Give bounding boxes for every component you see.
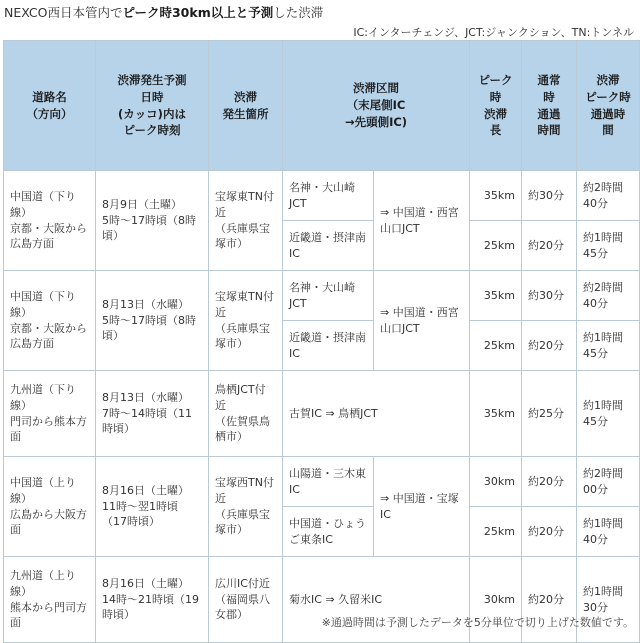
header-peak-time: 渋滞 ピーク時 通過時 間 [577,41,640,171]
peak-length-cell: 25km [470,221,522,271]
section-end-cell: ⇒ 中国道・西宮山口JCT [374,271,470,371]
table-row [4,171,640,221]
location-cell: 宝塚東TN付近 （兵庫県宝塚市） [209,271,283,371]
peak-time-cell: 約1時間45分 [577,221,640,271]
peak-length-cell: 25km [470,321,522,371]
section-cell: 菊水IC ⇒ 久留米IC [283,557,470,643]
peak-length-cell: 35km [470,271,522,321]
location-cell: 広川IC付近 （福岡県八女郡） [209,557,283,643]
normal-time-cell: 約25分 [522,371,577,457]
header-peak-length: ピーク 時 渋滞 長 [470,41,522,171]
datetime-cell: 8月16日（土曜） 11時～翌1時頃（17時頃） [96,457,209,557]
normal-time-cell: 約20分 [522,557,577,643]
section-end-cell: ⇒ 中国道・宝塚IC [374,457,470,557]
section-start-cell: 名神・大山崎JCT [283,271,374,321]
header-row [4,41,640,171]
peak-time-cell: 約1時間30分 [577,557,640,643]
title-suffix: した渋滞 [273,5,324,20]
table-row [4,371,640,457]
road-cell: 中国道（下り線） 京都・大阪から広島方面 [4,171,96,271]
peak-time-cell: 約2時間40分 [577,171,640,221]
header-location: 渋滞 発生箇所 [209,41,283,171]
peak-time-cell: 約2時間40分 [577,271,640,321]
normal-time-cell: 約30分 [522,271,577,321]
congestion-table [3,40,640,643]
header-section: 渋滞区間 （末尾側IC →先頭側IC) [283,41,470,171]
section-start-cell: 山陽道・三木東IC [283,457,374,507]
peak-time-cell: 約1時間40分 [577,507,640,557]
section-cell: 古賀IC ⇒ 鳥栖JCT [283,371,470,457]
road-cell: 中国道（上り線） 広島から大阪方面 [4,457,96,557]
peak-length-cell: 30km [470,457,522,507]
normal-time-cell: 約30分 [522,171,577,221]
peak-length-cell: 35km [470,371,522,457]
location-cell: 宝塚東TN付近 （兵庫県宝塚市） [209,171,283,271]
header-normal-time: 通常 時 通過 時間 [522,41,577,171]
section-start-cell: 名神・大山崎JCT [283,171,374,221]
peak-time-cell: 約1時間45分 [577,321,640,371]
section-start-cell: 近畿道・摂津南IC [283,221,374,271]
road-cell: 九州道（上り線） 熊本から門司方面 [4,557,96,643]
table-row [4,271,640,321]
location-cell: 宝塚西TN付近 （兵庫県宝塚市） [209,457,283,557]
peak-time-cell: 約2時間00分 [577,457,640,507]
section-end-cell: ⇒ 中国道・西宮山口JCT [374,171,470,271]
normal-time-cell: 約20分 [522,457,577,507]
normal-time-cell: 約20分 [522,321,577,371]
title-highlight: ピーク時30km以上と予測 [122,5,274,20]
title-prefix: NEXCO西日本管内で [4,5,123,20]
header-datetime: 渋滞発生予測 日時 (カッコ)内は ピーク時刻 [96,41,209,171]
datetime-cell: 8月13日（水曜） 5時～17時頃（8時頃） [96,271,209,371]
header-road: 道路名 （方向） [4,41,96,171]
abbreviation-legend: IC:インターチェンジ、JCT:ジャンクション、TN:トンネル [353,26,634,39]
datetime-cell: 8月13日（水曜） 7時～14時頃（11時頃） [96,371,209,457]
section-start-cell: 中国道・ひょうご東条IC [283,507,374,557]
datetime-cell: 8月9日（土曜） 5時～17時頃（8時頃） [96,171,209,271]
normal-time-cell: 約20分 [522,507,577,557]
page-title [4,3,323,21]
peak-length-cell: 35km [470,171,522,221]
table-row [4,457,640,507]
road-cell: 九州道（下り線） 門司から熊本方面 [4,371,96,457]
peak-length-cell: 30km [470,557,522,643]
peak-length-cell: 25km [470,507,522,557]
datetime-cell: 8月16日（土曜） 14時～21時頃（19時頃） [96,557,209,643]
footnote: ※通過時間は予測したデータを5分単位で切り上げた数値です。 [321,616,634,629]
table-body [4,171,640,643]
section-start-cell: 近畿道・摂津南IC [283,321,374,371]
peak-time-cell: 約1時間45分 [577,371,640,457]
normal-time-cell: 約20分 [522,221,577,271]
road-cell: 中国道（下り線） 京都・大阪から広島方面 [4,271,96,371]
location-cell: 鳥栖JCT付近 （佐賀県鳥栖市） [209,371,283,457]
